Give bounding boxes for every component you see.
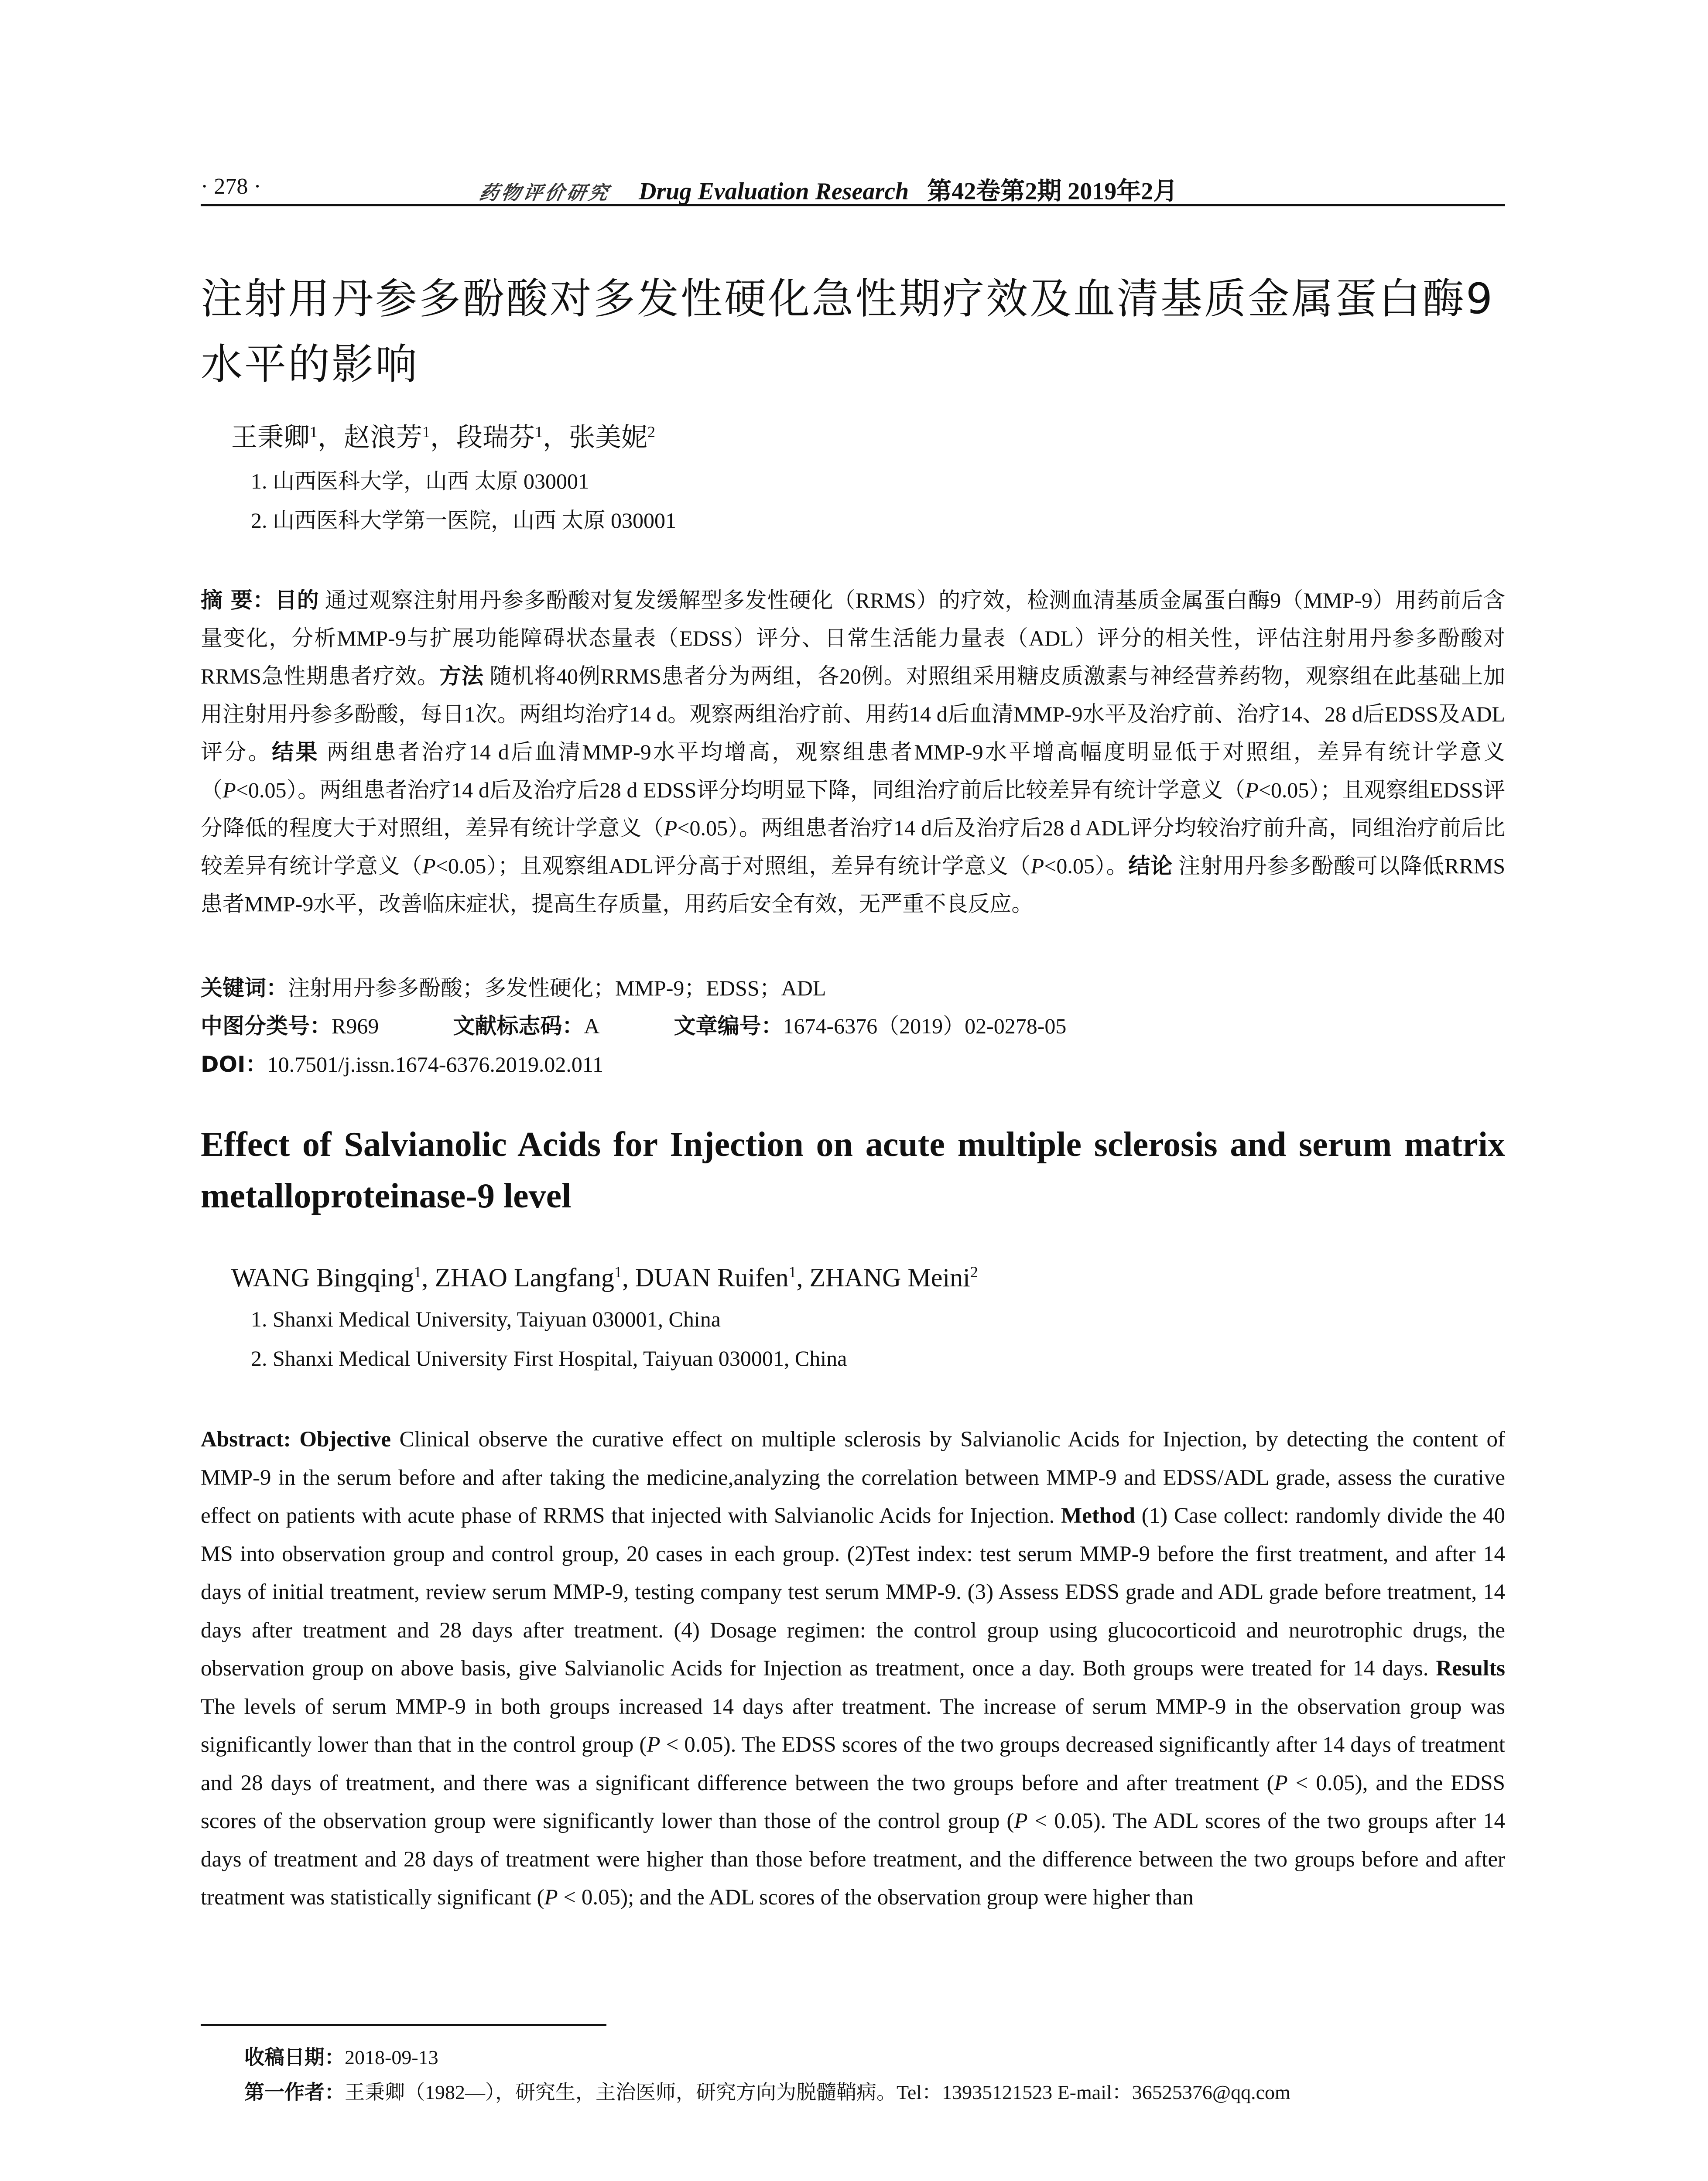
objective-label: Objective bbox=[299, 1427, 391, 1452]
author-name: 张美妮 bbox=[569, 423, 647, 452]
results-text: < 0.05); and the ADL scores of the observation group were higher than bbox=[558, 1885, 1194, 1910]
p-symbol: P bbox=[222, 778, 236, 802]
en-authors bbox=[231, 1263, 978, 1293]
results-text: < 0.05). The ADL scores of the two groups after 14 days of treatment and 28 days of treatment were higher than those before treatment, and the difference between the two groups before and after treatment was statistically significant ( bbox=[201, 1809, 1505, 1910]
p-symbol: P bbox=[1014, 1809, 1028, 1833]
author-sup: 1 bbox=[614, 1263, 622, 1281]
author-sep: ， bbox=[543, 423, 569, 452]
journal-name: Drug Evaluation Research bbox=[639, 178, 909, 205]
results-text: < 0.05), and the EDSS scores of the observation group were significantly lower than those of the control group ( bbox=[201, 1771, 1506, 1833]
keywords-line bbox=[201, 971, 826, 1002]
class-label: 中图分类号： bbox=[201, 1013, 332, 1039]
method-text: 随机将40例RRMS患者分为两组，各20例。对照组采用糖皮质激素与神经营养药物，观察组在此基础上加用注射用丹参多酚酸，每日1次。两组均治疗14 d。观察两组治疗前、用药14 d后血清MMP-9水平及治疗前、治疗14、28 d后EDSS及ADL评分。 bbox=[201, 664, 1506, 764]
cn-authors bbox=[231, 417, 655, 454]
doi-line bbox=[201, 1047, 603, 1078]
first-author-note bbox=[244, 2076, 1290, 2105]
issue-info: 第42卷第2期 2019年2月 bbox=[927, 178, 1178, 205]
footnote-rule bbox=[201, 2024, 606, 2026]
keywords: 注射用丹参多酚酸；多发性硬化；MMP-9；EDSS；ADL bbox=[288, 976, 826, 1000]
author-name: 段瑞芬 bbox=[456, 423, 535, 452]
conclusion-text: 注射用丹参多酚酸可以降低RRMS患者MMP-9水平，改善临床症状，提高生存质量，用药后安全有效，无严重不良反应。 bbox=[201, 854, 1506, 916]
results-text: <0.05）；且观察组ADL评分高于对照组，差异有统计学意义（ bbox=[435, 854, 1031, 878]
keywords-label: 关键词： bbox=[201, 975, 288, 1001]
results-label: Results bbox=[1436, 1656, 1505, 1681]
author-sup: 1 bbox=[310, 423, 318, 441]
author-sup: 1 bbox=[535, 423, 543, 441]
author-sep: ， bbox=[318, 423, 344, 452]
article-value: 1674-6376（2019）02-0278-05 bbox=[783, 1014, 1067, 1038]
author-name: ZHANG Meini bbox=[809, 1263, 970, 1292]
results-text: 两组患者治疗14 d后血清MMP-9水平均增高，观察组患者MMP-9水平增高幅度明显低于对照组，差异有统计学意义（ bbox=[201, 740, 1506, 802]
classification-line bbox=[201, 1008, 1066, 1040]
author-name: DUAN Ruifen bbox=[635, 1263, 789, 1292]
author-sup: 1 bbox=[414, 1263, 422, 1281]
p-symbol: P bbox=[1245, 778, 1259, 802]
journal-logo: 药物评价研究 bbox=[477, 182, 613, 204]
results-text: <0.05）。两组患者治疗14 d后及治疗后28 d ADL评分均较治疗前升高，同组治疗前后比较差异有统计学意义（ bbox=[201, 816, 1505, 878]
cn-title: 注射用丹参多酚酸对多发性硬化急性期疗效及血清基质金属蛋白酶9水平的影响 bbox=[201, 274, 1495, 389]
p-symbol: P bbox=[1274, 1771, 1288, 1795]
results-text: <0.05）。 bbox=[1044, 854, 1129, 878]
received-value: 2018-09-13 bbox=[345, 2046, 438, 2068]
author-sup: 1 bbox=[788, 1263, 797, 1281]
author-sep: ， bbox=[430, 423, 456, 452]
results-text: < 0.05). The EDSS scores of the two groups decreased significantly after 14 days of treatment and 28 days of treatment, and there was a significant difference between the two groups before and after treatment ( bbox=[201, 1733, 1505, 1795]
en-title: Effect of Salvianolic Acids for Injection on acute multiple sclerosis and serum matrix metalloproteinase-9 level bbox=[201, 1125, 1505, 1215]
doccode-label: 文献标志码： bbox=[453, 1013, 584, 1039]
results-text: The levels of serum MMP-9 in both groups increased 14 days after treatment. The increase of serum MMP-9 in the observation group was significantly lower than that in the control group ( bbox=[201, 1694, 1505, 1757]
cn-affiliation-1: 1. 山西医科大学，山西 太原 030001 bbox=[251, 469, 589, 493]
page-number: · 278 · bbox=[201, 174, 261, 199]
doi-label: DOI： bbox=[201, 1052, 267, 1077]
p-symbol: P bbox=[422, 854, 436, 878]
received-label: 收稿日期： bbox=[244, 2045, 345, 2069]
p-symbol: P bbox=[544, 1885, 558, 1910]
method-label: Method bbox=[1061, 1504, 1135, 1528]
abstract-label: Abstract: bbox=[201, 1427, 291, 1452]
author-sup: 1 bbox=[422, 423, 430, 441]
objective-text: Clinical observe the curative effect on multiple sclerosis by Salvianolic Acids for Injection, by detecting the content of MMP-9 in the serum before and after taking the medicine,analyzing the correlation between MMP-9 and EDSS/ADL grade, assess the curative effect on patients with acute phase of RRMS that injected with Salvianolic Acids for Injection. bbox=[201, 1427, 1505, 1528]
author-name: 赵浪芳 bbox=[344, 423, 422, 452]
received-date bbox=[244, 2041, 438, 2070]
first-author-label: 第一作者： bbox=[244, 2080, 345, 2104]
results-label: 结果 bbox=[272, 739, 319, 765]
results-text: <0.05）。两组患者治疗14 d后及治疗后28 d EDSS评分均明显下降，同组治疗前后比较差异有统计学意义（ bbox=[236, 778, 1246, 802]
author-sup: 2 bbox=[970, 1263, 978, 1281]
doi-value: 10.7501/j.issn.1674-6376.2019.02.011 bbox=[267, 1052, 604, 1077]
running-header bbox=[201, 169, 1505, 204]
class-value: R969 bbox=[332, 1014, 379, 1038]
en-abstract bbox=[201, 1421, 1505, 1917]
doccode-value: A bbox=[584, 1014, 600, 1038]
author-sup: 2 bbox=[647, 423, 655, 441]
author-sep: , bbox=[622, 1263, 635, 1292]
en-affiliation-1: 1. Shanxi Medical University, Taiyuan 030001, China bbox=[251, 1307, 721, 1331]
method-text: (1) Case collect: randomly divide the 40 MS into observation group and control group, 20 cases in each group. (2)Test index: test serum MMP-9 before the first treatment, and after 14 days of initial treatment, review serum MMP-9, testing company test serum MMP-9. (3) Assess EDSS grade and ADL grade before treatment, 14 days after treatment and 28 days after treatment. (4) Dosage regimen: the control group using glucocorticoid and neurotrophic drugs, the observation group on above basis, give Salvianolic Acids for Injection as treatment, once a day. Both groups were treated for 14 days. bbox=[201, 1504, 1505, 1681]
author-name: ZHAO Langfang bbox=[435, 1263, 614, 1292]
author-name: 王秉卿 bbox=[231, 423, 310, 452]
abstract-label: 摘 要： bbox=[201, 588, 275, 613]
results-text: <0.05）；且观察组EDSS评分降低的程度大于对照组，差异有统计学意义（ bbox=[201, 778, 1506, 840]
method-label: 方法 bbox=[439, 663, 484, 689]
cn-affiliation-2: 2. 山西医科大学第一医院，山西 太原 030001 bbox=[251, 508, 676, 533]
article-label: 文章编号： bbox=[674, 1013, 783, 1039]
p-symbol: P bbox=[647, 1733, 661, 1757]
conclusion-label: 结论 bbox=[1128, 853, 1173, 879]
author-sep: , bbox=[796, 1263, 810, 1292]
first-author-value: 王秉卿（1982—），研究生，主治医师，研究方向为脱髓鞘病。Tel：13935121523 E-mail：36525376@qq.com bbox=[345, 2081, 1290, 2103]
p-symbol: P bbox=[1030, 854, 1044, 878]
header-rule bbox=[201, 204, 1505, 206]
cn-abstract bbox=[201, 581, 1505, 923]
p-symbol: P bbox=[664, 816, 678, 840]
author-name: WANG Bingqing bbox=[231, 1263, 414, 1292]
objective-label: 目的 bbox=[275, 588, 319, 613]
author-sep: , bbox=[421, 1263, 435, 1292]
objective-text: 通过观察注射用丹参多酚酸对复发缓解型多发性硬化（RRMS）的疗效，检测血清基质金属蛋白酶9（MMP-9）用药前后含量变化，分析MMP-9与扩展功能障碍状态量表（EDSS）评分、日常生活能力量表（ADL）评分的相关性，评估注射用丹参多酚酸对RRMS急性期患者疗效。 bbox=[201, 588, 1505, 688]
en-affiliation-2: 2. Shanxi Medical University First Hospital, Taiyuan 030001, China bbox=[251, 1346, 847, 1371]
journal-line bbox=[477, 172, 1178, 207]
